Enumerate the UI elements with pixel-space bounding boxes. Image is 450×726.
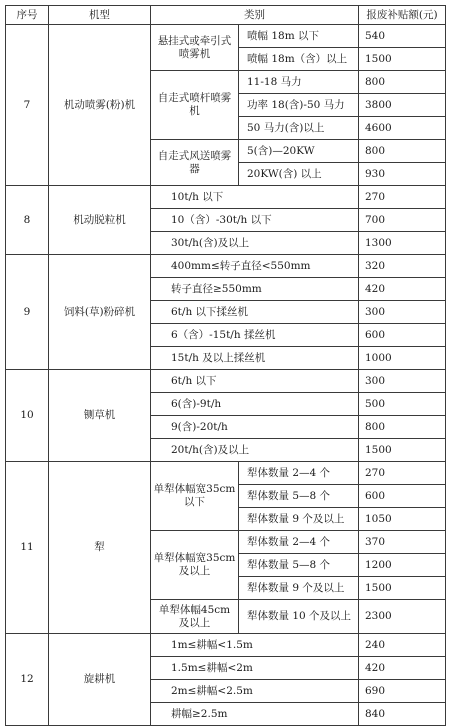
row-amount: 1500 xyxy=(359,577,446,600)
row-amount: 500 xyxy=(359,393,446,416)
row-subcategory: 单犁体幅宽35cm 以下 xyxy=(151,462,239,531)
row-amount: 1050 xyxy=(359,508,446,531)
row-subcategory: 自走式喷杆喷雾机 xyxy=(151,71,239,140)
row-spec: 喷幅 18m 以下 xyxy=(239,25,359,48)
row-amount: 370 xyxy=(359,531,446,554)
row-seq: 8 xyxy=(6,186,49,255)
row-spec: 400mm≤转子直径<550mm xyxy=(151,255,359,278)
row-amount: 1000 xyxy=(359,347,446,370)
row-spec: 喷幅 18m（含）以上 xyxy=(239,48,359,71)
row-machine: 机动脱粒机 xyxy=(49,186,151,255)
row-spec: 犁体数量 5—8 个 xyxy=(239,485,359,508)
row-spec: 犁体数量 10 个及以上 xyxy=(239,600,359,634)
row-amount: 690 xyxy=(359,680,446,703)
row-spec: 犁体数量 9 个及以上 xyxy=(239,508,359,531)
header-machine: 机型 xyxy=(49,6,151,25)
row-spec: 20t/h(含)及以上 xyxy=(151,439,359,462)
row-machine: 旋耕机 xyxy=(49,634,151,726)
row-amount: 1300 xyxy=(359,232,446,255)
row-subcategory: 单犁体幅宽35cm 及以上 xyxy=(151,531,239,600)
table-row xyxy=(6,462,446,485)
table-body xyxy=(6,25,446,726)
row-spec: 30t/h(含)及以上 xyxy=(151,232,359,255)
row-machine: 铡草机 xyxy=(49,370,151,462)
row-spec: 功率 18(含)-50 马力 xyxy=(239,94,359,117)
row-amount: 320 xyxy=(359,255,446,278)
row-amount: 540 xyxy=(359,25,446,48)
row-seq: 11 xyxy=(6,462,49,634)
header-seq: 序号 xyxy=(6,6,49,25)
table-row xyxy=(6,186,446,209)
row-amount: 1200 xyxy=(359,554,446,577)
row-machine: 犁 xyxy=(49,462,151,634)
row-amount: 840 xyxy=(359,703,446,726)
row-seq: 9 xyxy=(6,255,49,370)
row-subcategory: 自走式风送喷雾器 xyxy=(151,140,239,186)
row-amount: 300 xyxy=(359,301,446,324)
row-spec: 20KW(含) 以上 xyxy=(239,163,359,186)
row-spec: 1.5m≤耕幅<2m xyxy=(151,657,359,680)
row-spec: 犁体数量 5—8 个 xyxy=(239,554,359,577)
row-seq: 10 xyxy=(6,370,49,462)
header-category: 类别 xyxy=(151,6,359,25)
row-amount: 1500 xyxy=(359,439,446,462)
row-amount: 1500 xyxy=(359,48,446,71)
row-spec: 6(含)-9t/h xyxy=(151,393,359,416)
row-seq: 7 xyxy=(6,25,49,186)
row-amount: 800 xyxy=(359,416,446,439)
row-spec: 11-18 马力 xyxy=(239,71,359,94)
table-row xyxy=(6,25,446,48)
row-amount: 700 xyxy=(359,209,446,232)
row-seq: 12 xyxy=(6,634,49,726)
row-amount: 300 xyxy=(359,370,446,393)
row-amount: 420 xyxy=(359,278,446,301)
table-row xyxy=(6,255,446,278)
row-spec: 10t/h 以下 xyxy=(151,186,359,209)
row-spec: 6t/h 以下 xyxy=(151,370,359,393)
row-amount: 270 xyxy=(359,186,446,209)
row-spec: 50 马力(含)以上 xyxy=(239,117,359,140)
row-spec: 6（含）-15t/h 揉丝机 xyxy=(151,324,359,347)
row-amount: 800 xyxy=(359,140,446,163)
row-subcategory: 悬挂式或牵引式喷雾机 xyxy=(151,25,239,71)
row-spec: 5(含)—20KW xyxy=(239,140,359,163)
row-amount: 800 xyxy=(359,71,446,94)
row-spec: 犁体数量 2—4 个 xyxy=(239,531,359,554)
row-spec: 犁体数量 2—4 个 xyxy=(239,462,359,485)
row-amount: 930 xyxy=(359,163,446,186)
row-spec: 耕幅≥2.5m xyxy=(151,703,359,726)
row-machine: 饲料(草)粉碎机 xyxy=(49,255,151,370)
row-amount: 420 xyxy=(359,657,446,680)
row-spec: 转子直径≥550mm xyxy=(151,278,359,301)
row-amount: 270 xyxy=(359,462,446,485)
row-amount: 2300 xyxy=(359,600,446,634)
row-amount: 3800 xyxy=(359,94,446,117)
header-amount: 报废补贴额(元) xyxy=(359,6,446,25)
row-amount: 600 xyxy=(359,485,446,508)
table-row xyxy=(6,634,446,657)
table-row xyxy=(6,370,446,393)
row-amount: 240 xyxy=(359,634,446,657)
row-spec: 15t/h 及以上揉丝机 xyxy=(151,347,359,370)
row-spec: 犁体数量 9 个及以上 xyxy=(239,577,359,600)
header-row xyxy=(6,6,446,25)
row-amount: 600 xyxy=(359,324,446,347)
row-spec: 6t/h 以下揉丝机 xyxy=(151,301,359,324)
row-spec: 10（含）-30t/h 以下 xyxy=(151,209,359,232)
row-spec: 1m≤耕幅<1.5m xyxy=(151,634,359,657)
row-subcategory: 单犁体幅45cm 及以上 xyxy=(151,600,239,634)
row-spec: 2m≤耕幅<2.5m xyxy=(151,680,359,703)
row-machine: 机动喷雾(粉)机 xyxy=(49,25,151,186)
row-spec: 9(含)-20t/h xyxy=(151,416,359,439)
subsidy-table xyxy=(5,5,446,726)
row-amount: 4600 xyxy=(359,117,446,140)
